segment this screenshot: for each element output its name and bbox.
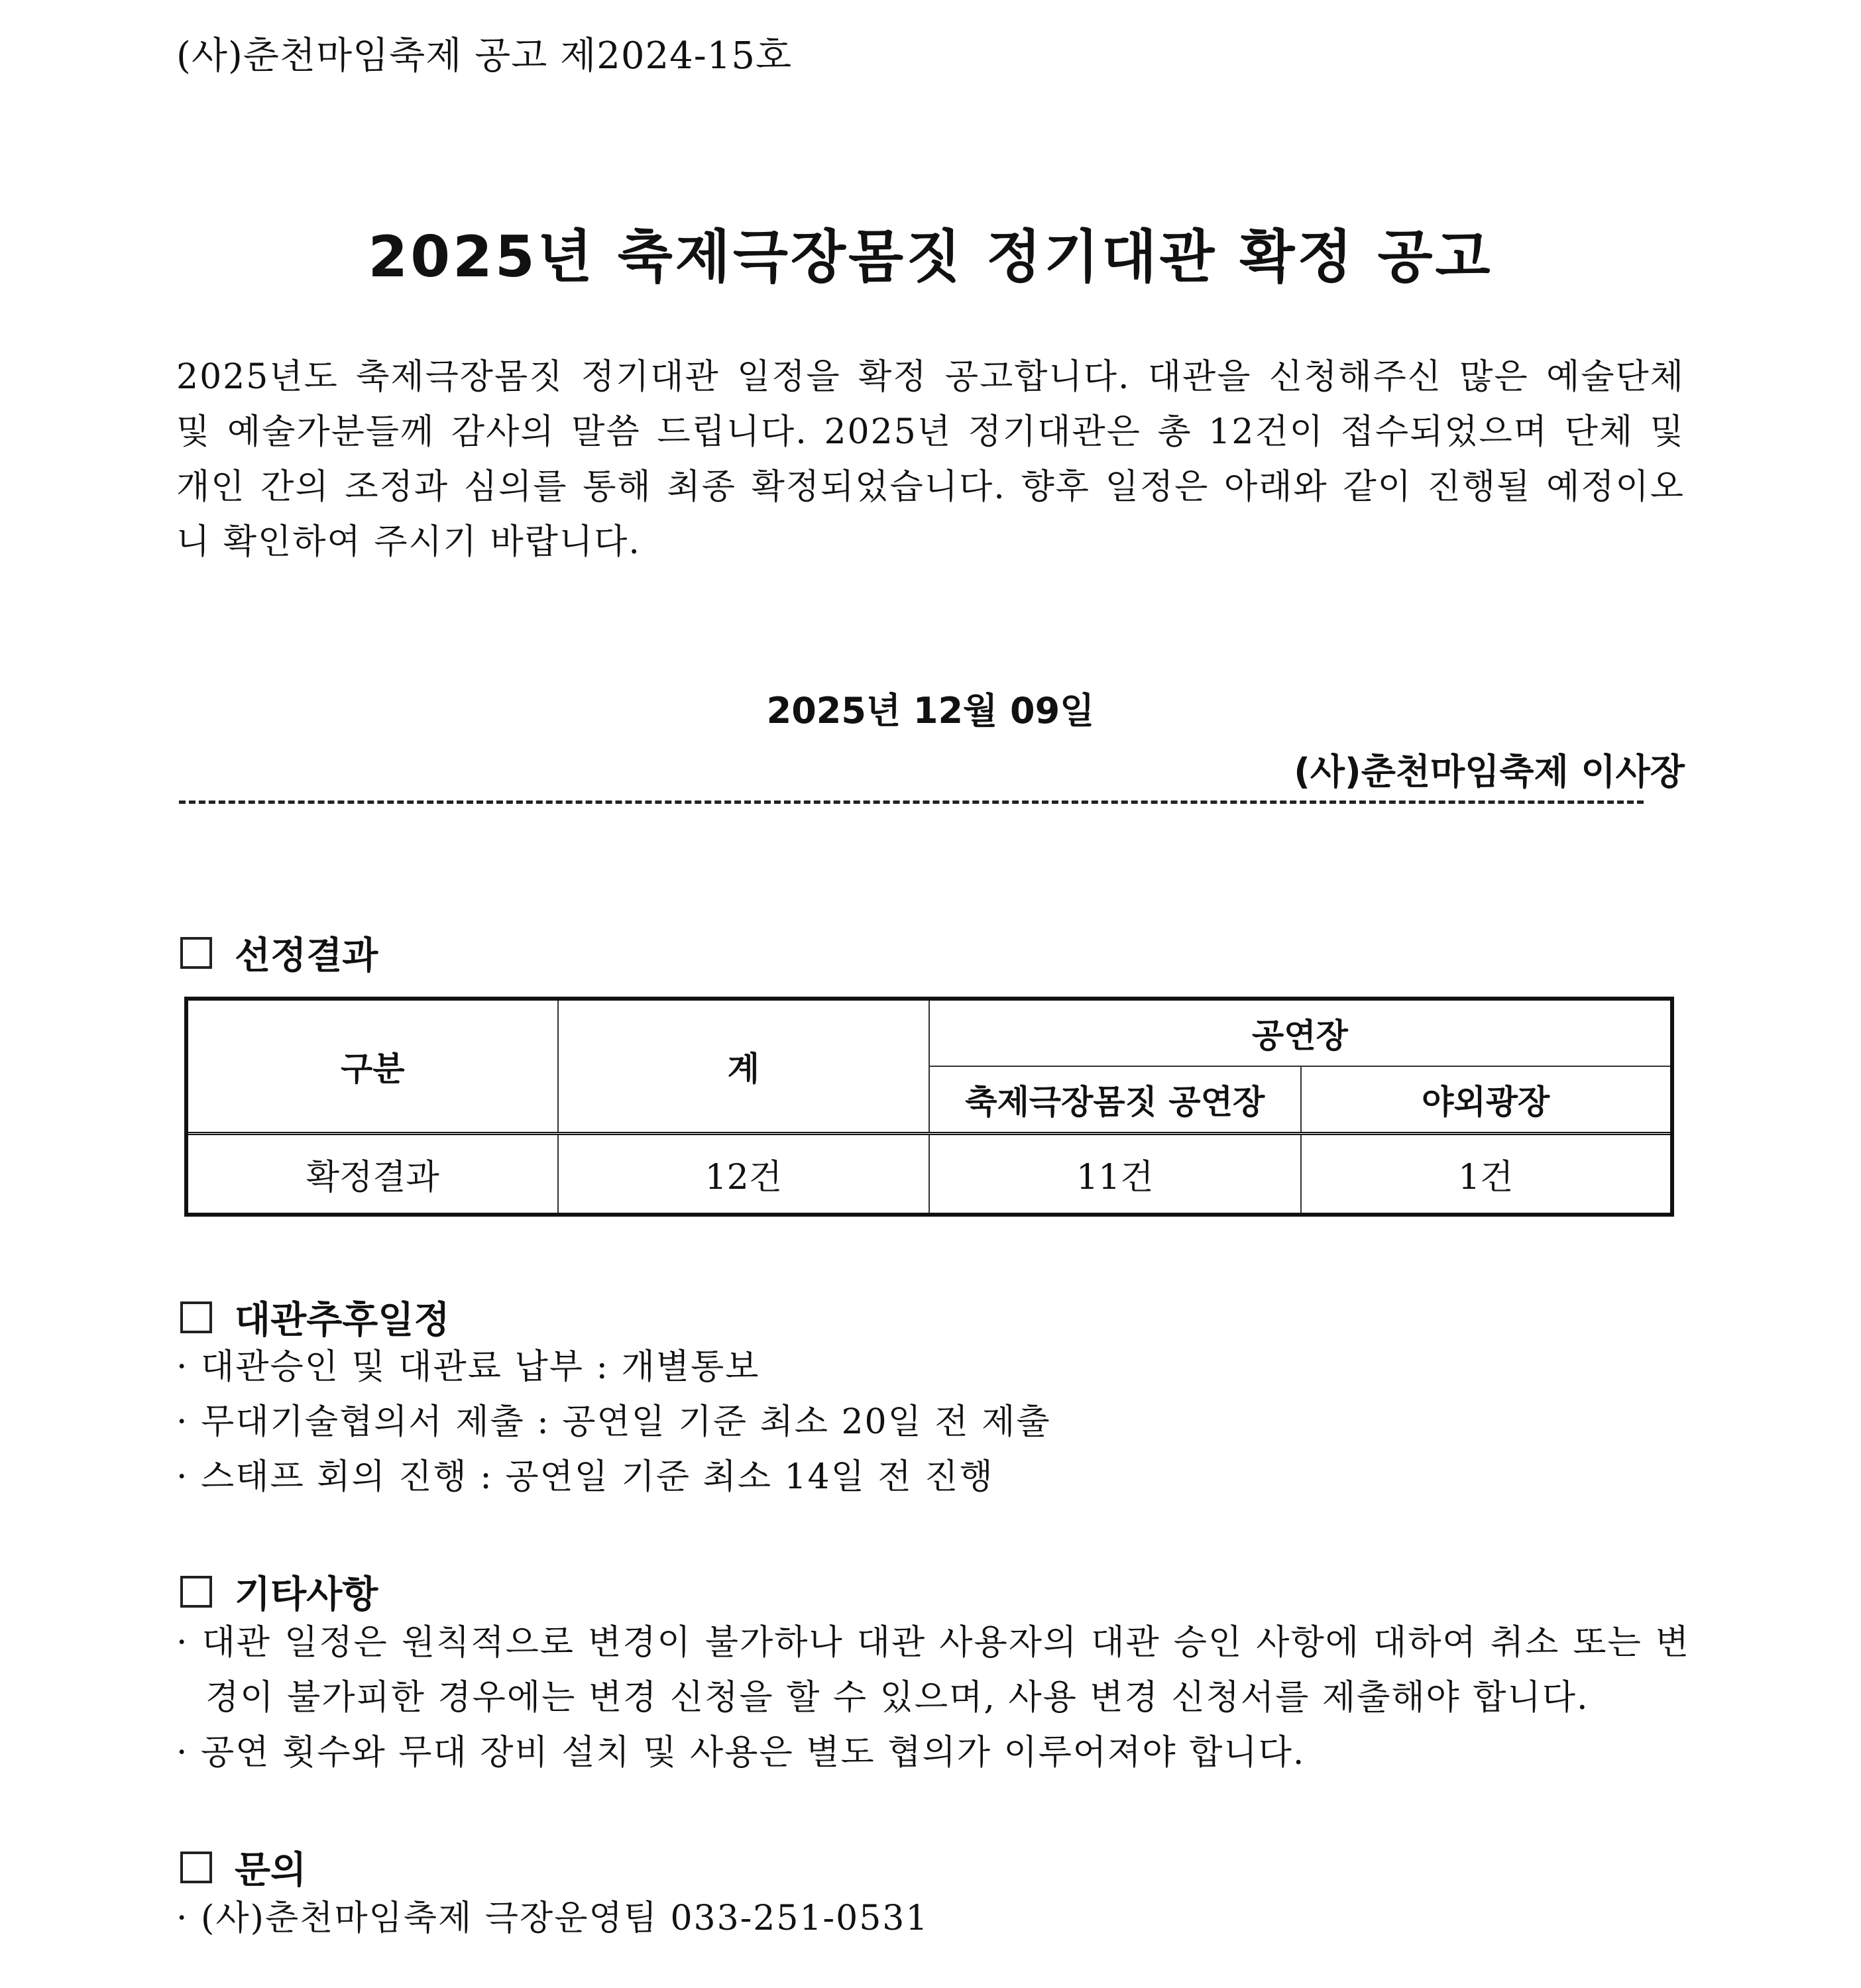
list-item: · 무대기술협의서 제출 : 공연일 기준 최소 20일 전 제출 (176, 1402, 1051, 1442)
checkbox-square-icon (180, 1576, 212, 1608)
checkbox-square-icon (180, 937, 212, 969)
checkbox-square-icon (180, 1851, 212, 1883)
header-venue-2: 야외광장 (1301, 1066, 1673, 1134)
notice-number: (사)춘천마임축제 공고 제2024-15호 (176, 34, 793, 78)
intro-paragraph: 2025년도 축제극장몸짓 정기대관 일정을 확정 공고합니다. 대관을 신청해주신 많은 예술단체 및 예술가분들께 감사의 말씀 드립니다. 2025년 정기대관은 총 12건이 접수되었으며 단체 및 개인 간의 조정과 심의를 통해 최종 확정되었습니다. 향후 일정은 아래와 같이 진행될 예정이오니 확인하여 주시기 바랍니다. (176, 357, 1685, 562)
cell-venue-1: 11건 (929, 1134, 1301, 1215)
section-contact-heading (180, 1841, 306, 1894)
page-title: 2025년 축제극장몸짓 정기대관 확정 공고 (368, 224, 1493, 290)
section-result-title: 선정결과 (235, 934, 378, 977)
section-etc-heading (180, 1565, 378, 1618)
list-item: · 대관승인 및 대관료 납부 : 개별통보 (176, 1347, 760, 1387)
etc-list (176, 1616, 1690, 1781)
dashed-divider (179, 801, 1644, 804)
list-item: · 스태프 회의 진행 : 공연일 기준 최소 14일 전 진행 (176, 1457, 994, 1497)
header-venue-group: 공연장 (929, 999, 1672, 1066)
table-header-row (186, 999, 1672, 1066)
header-category: 구분 (186, 999, 558, 1134)
section-schedule-heading (180, 1291, 450, 1344)
cell-venue-2: 1건 (1301, 1134, 1673, 1215)
checkbox-square-icon (180, 1301, 212, 1333)
section-result-heading (180, 926, 378, 979)
list-item: · 공연 횟수와 무대 장비 설치 및 사용은 별도 협의가 이루어져야 합니다. (176, 1733, 1306, 1773)
issuer-name: (사)춘천마임축제 이사장 (1294, 751, 1685, 793)
header-total: 계 (558, 999, 930, 1134)
section-schedule-title: 대관추후일정 (235, 1299, 450, 1342)
list-item: · 대관 일정은 원칙적으로 변경이 불가하나 대관 사용자의 대관 승인 사항에 대하여 취소 또는 변경이 불가피한 경우에는 변경 신청을 할 수 있으며, 사용 변경 신청서를 제출해야 합니다. (176, 1623, 1690, 1718)
header-venue-1: 축제극장몸짓 공연장 (929, 1066, 1301, 1134)
section-contact-title: 문의 (235, 1849, 307, 1892)
announcement-date: 2025년 12월 09일 (766, 690, 1095, 732)
section-etc-title: 기타사항 (235, 1573, 378, 1616)
cell-row-label: 확정결과 (186, 1134, 558, 1215)
result-table (184, 997, 1674, 1217)
contact-list (176, 1891, 929, 1946)
table-row (186, 1134, 1672, 1215)
list-item: · (사)춘천마임축제 극장운영팀 033-251-0531 (176, 1899, 929, 1938)
cell-total: 12건 (558, 1134, 930, 1215)
schedule-list (176, 1340, 1051, 1505)
